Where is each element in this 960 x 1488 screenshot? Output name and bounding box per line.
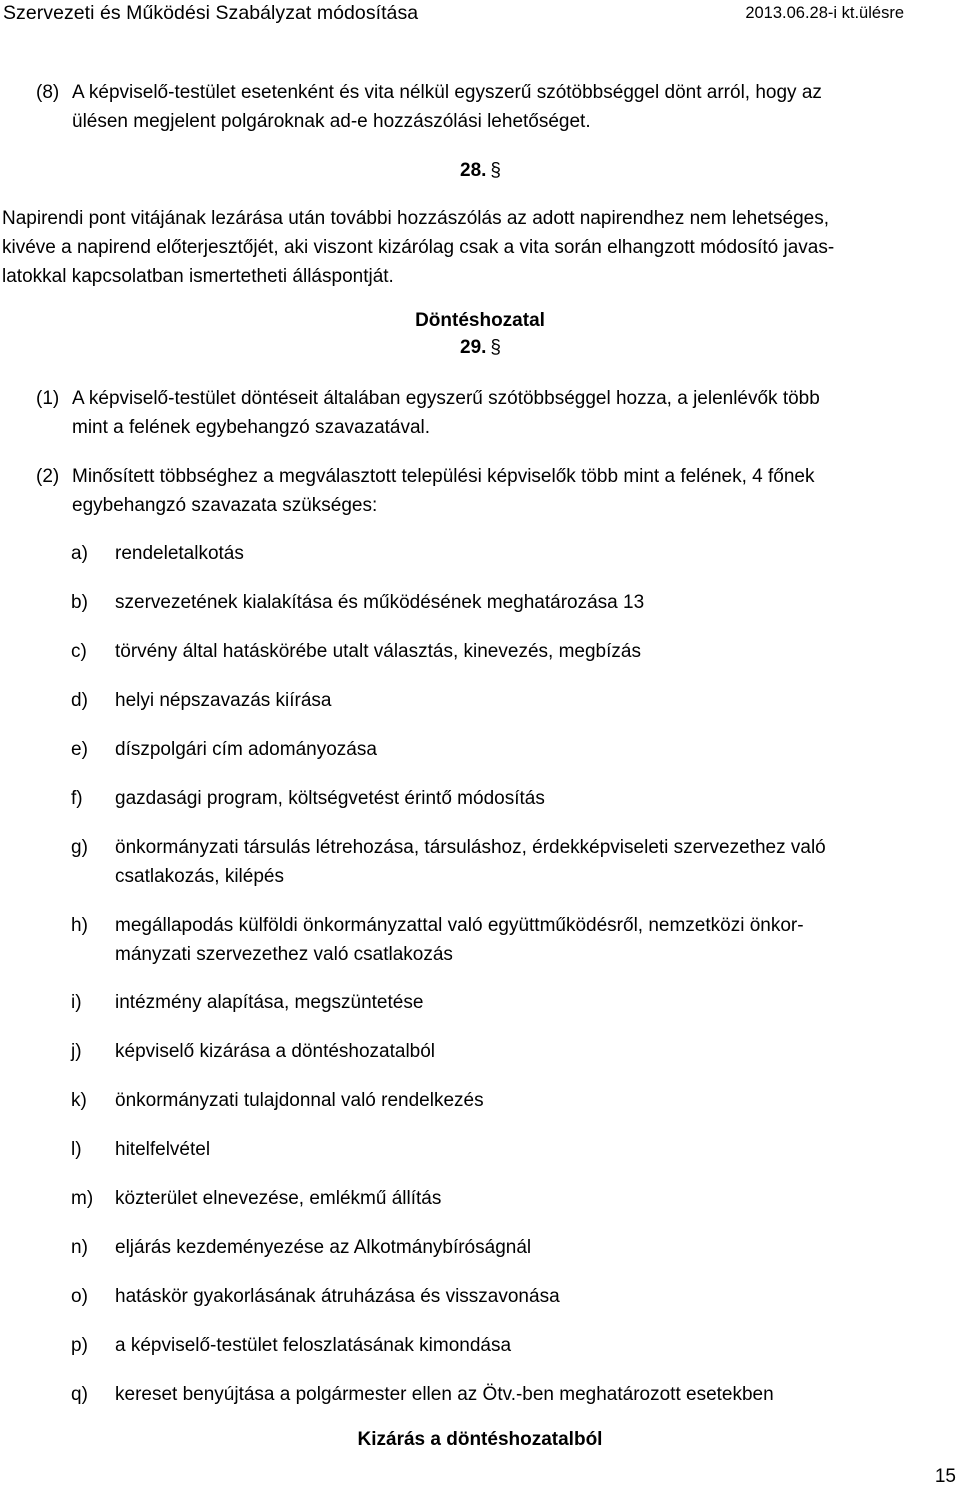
- list-item: [71, 833, 941, 891]
- section-sign: §: [490, 337, 501, 358]
- section-28-text: [2, 204, 956, 291]
- list-item-letter: q): [71, 1384, 88, 1405]
- paragraph-number: (1): [36, 388, 60, 409]
- paragraph-line: egybehangzó szavazata szükséges:: [72, 495, 378, 516]
- list-item: [71, 1331, 941, 1360]
- paragraph-29-1: [36, 384, 956, 442]
- list-item-letter: a): [71, 543, 88, 564]
- paragraph-line: kivéve a napirend előterjesztőjét, aki viszont kizárólag csak a vita során elhangzott módosító javas-: [2, 237, 835, 258]
- list-item-text: eljárás kezdeményezése az Alkotmánybíróságnál: [115, 1237, 532, 1258]
- section-sign: §: [490, 160, 501, 181]
- list-item-letter: i): [71, 992, 82, 1013]
- paragraph-line: mint a felének egybehangzó szavazatával.: [72, 417, 431, 438]
- list-item-text: helyi népszavazás kiírása: [115, 690, 332, 711]
- list-item-text: mányzati szervezethez való csatlakozás: [115, 944, 453, 965]
- list-item-letter: e): [71, 739, 88, 760]
- page-number: 15: [934, 1466, 956, 1487]
- list-item-letter: g): [71, 837, 88, 858]
- list-item-text: hitelfelvétel: [115, 1139, 211, 1160]
- list-item-text: a képviselő-testület feloszlatásának kimondása: [115, 1335, 512, 1356]
- document-title: Szervezeti és Működési Szabályzat módosítása: [3, 2, 419, 24]
- paragraph-line: Minősített többséghez a megválasztott települési képviselők több mint a felének, 4 főnek: [72, 466, 815, 487]
- list-item-text: közterület elnevezése, emlékmű állítás: [115, 1188, 442, 1209]
- list-item-text: törvény által hatáskörébe utalt választás, kinevezés, megbízás: [115, 641, 641, 662]
- list-item: [71, 1380, 941, 1409]
- list-item-text: önkormányzati tulajdonnal való rendelkezés: [115, 1090, 484, 1111]
- list-item-text: gazdasági program, költségvetést érintő módosítás: [115, 788, 545, 809]
- list-item-text: csatlakozás, kilépés: [115, 866, 284, 887]
- list-item-text: megállapodás külföldi önkormányzattal való együttműködésről, nemzetközi önkor-: [115, 915, 804, 936]
- list-item-text: kereset benyújtása a polgármester ellen az Ötv.-ben meghatározott esetekben: [115, 1384, 774, 1405]
- list-item-letter: d): [71, 690, 88, 711]
- meeting-date: 2013.06.28-i kt.ülésre: [745, 4, 904, 22]
- section-28-heading: [460, 160, 501, 182]
- paragraph-8: [36, 78, 946, 136]
- list-item-letter: p): [71, 1335, 88, 1356]
- list-item-text: szervezetének kialakítása és működésének meghatározása 13: [115, 592, 645, 613]
- list-item: [71, 988, 941, 1017]
- section-number: 28.: [460, 160, 487, 181]
- paragraph-line: A képviselő-testület esetenként és vita nélkül egyszerű szótöbbséggel dönt arról, hogy az: [72, 82, 822, 103]
- paragraph-line: A képviselő-testület döntéseit általában egyszerű szótöbbséggel hozza, a jelenlévők több: [72, 388, 820, 409]
- list-item-letter: k): [71, 1090, 87, 1111]
- list-item-letter: o): [71, 1286, 88, 1307]
- list-item-letter: b): [71, 592, 88, 613]
- list-item: [71, 735, 941, 764]
- list-item: [71, 1135, 941, 1164]
- list-item-letter: f): [71, 788, 83, 809]
- list-item: [71, 588, 941, 617]
- list-item-text: önkormányzati társulás létrehozása, társuláshoz, érdekképviseleti szervezethez való: [115, 837, 826, 858]
- list-item: [71, 686, 941, 715]
- list-item-text: rendeletalkotás: [115, 543, 244, 564]
- list-item-letter: c): [71, 641, 87, 662]
- paragraph-line: ülésen megjelent polgároknak ad-e hozzászólási lehetőséget.: [72, 111, 591, 132]
- list-item: [71, 784, 941, 813]
- paragraph-number: (8): [36, 82, 60, 103]
- list-item-letter: h): [71, 915, 88, 936]
- paragraph-line: latokkal kapcsolatban ismertetheti álláspontját.: [2, 266, 394, 287]
- list-item: [71, 1233, 941, 1262]
- section-number: 29.: [460, 337, 487, 358]
- list-item: [71, 1037, 941, 1066]
- exclusion-heading: Kizárás a döntéshozatalból: [357, 1429, 603, 1450]
- list-item-letter: m): [71, 1188, 94, 1209]
- list-item: [71, 1184, 941, 1213]
- list-item-text: képviselő kizárása a döntéshozatalból: [115, 1041, 436, 1062]
- list-item-letter: j): [71, 1041, 82, 1062]
- list-item-text: intézmény alapítása, megszüntetése: [115, 992, 424, 1013]
- paragraph-29-2: [36, 462, 956, 520]
- list-item-text: hatáskör gyakorlásának átruházása és visszavonása: [115, 1286, 560, 1307]
- decision-heading: Döntéshozatal: [415, 310, 545, 331]
- page-header: [0, 0, 960, 30]
- list-item: [71, 1086, 941, 1115]
- list-item: [71, 1282, 941, 1311]
- list-item: [71, 539, 941, 568]
- paragraph-line: Napirendi pont vitájának lezárása után további hozzászólás az adott napirendhez nem lehetséges,: [2, 208, 830, 229]
- paragraph-number: (2): [36, 466, 60, 487]
- list-item-text: díszpolgári cím adományozása: [115, 739, 377, 760]
- list-item-letter: n): [71, 1237, 88, 1258]
- section-29-heading: [460, 337, 501, 359]
- list-item: [71, 637, 941, 666]
- list-item-letter: l): [71, 1139, 82, 1160]
- list-item: [71, 911, 941, 969]
